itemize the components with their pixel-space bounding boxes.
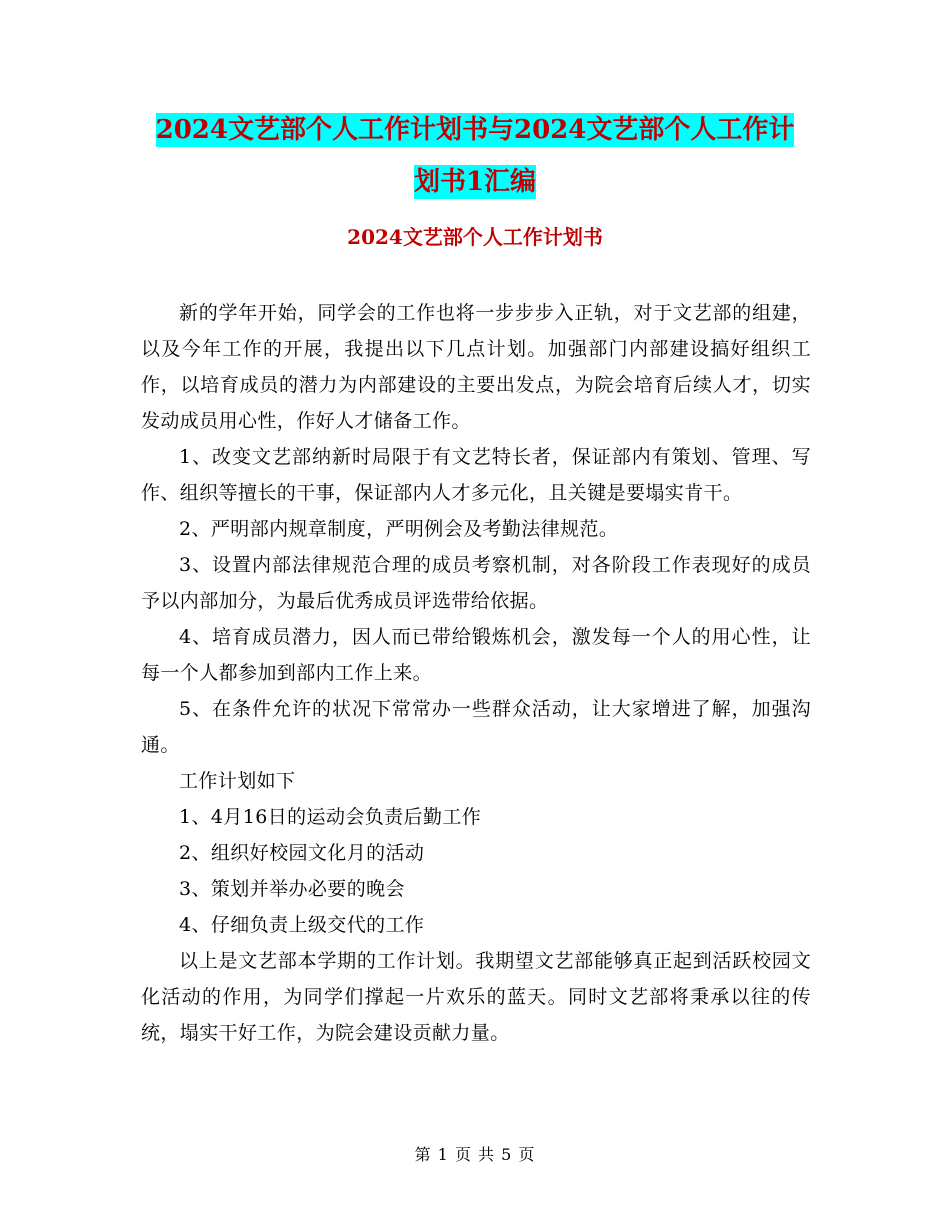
paragraph-plan-1: 1、4月16日的运动会负责后勤工作 xyxy=(179,806,482,828)
paragraph-plan-3: 3、策划并举办必要的晚会 xyxy=(179,878,405,900)
document-title xyxy=(140,104,810,208)
paragraph-item-2: 2、严明部内规章制度，严明例会及考勤法律规范。 xyxy=(179,518,619,540)
paragraph-item-1: 1、改变文艺部纳新时局限于有文艺特长者，保证部内有策划、管理、写作、组织等擅长的干事，保证部内人才多元化，且关键是要塌实肯干。 xyxy=(141,446,811,504)
document-title-line-1: 2024文艺部个人工作计划书与2024文艺部个人工作计 xyxy=(155,115,795,145)
paragraph-plan-4: 4、仔细负责上级交代的工作 xyxy=(179,914,425,936)
document-title-line-2: 划书1汇编 xyxy=(413,167,537,197)
paragraph-item-5: 5、在条件允许的状况下常常办一些群众活动，让大家增进了解，加强沟通。 xyxy=(141,698,811,756)
page-footer: 第 1 页 共 5 页 xyxy=(414,1145,536,1164)
section-title: 2024文艺部个人工作计划书 xyxy=(347,225,603,249)
paragraph-conclusion: 以上是文艺部本学期的工作计划。我期望文艺部能够真正起到活跃校园文化活动的作用，为同学们撑起一片欢乐的蓝天。同时文艺部将秉承以往的传统，塌实干好工作，为院会建设贡献力量。 xyxy=(141,950,811,1044)
paragraph-item-3: 3、设置内部法律规范合理的成员考察机制，对各阶段工作表现好的成员予以内部加分，为最后优秀成员评选带给依据。 xyxy=(141,554,811,612)
document-body xyxy=(141,295,811,1051)
paragraph-item-4: 4、培育成员潜力，因人而已带给锻炼机会，激发每一个人的用心性，让每一个人都参加到部内工作上来。 xyxy=(141,626,811,684)
paragraph-plan-heading: 工作计划如下 xyxy=(179,770,296,792)
paragraph-plan-2: 2、组织好校园文化月的活动 xyxy=(179,842,425,864)
paragraph-intro: 新的学年开始，同学会的工作也将一步步步入正轨，对于文艺部的组建，以及今年工作的开展，我提出以下几点计划。加强部门内部建设搞好组织工作，以培育成员的潜力为内部建设的主要出发点，为院会培育后续人才，切实发动成员用心性，作好人才储备工作。 xyxy=(141,302,811,432)
